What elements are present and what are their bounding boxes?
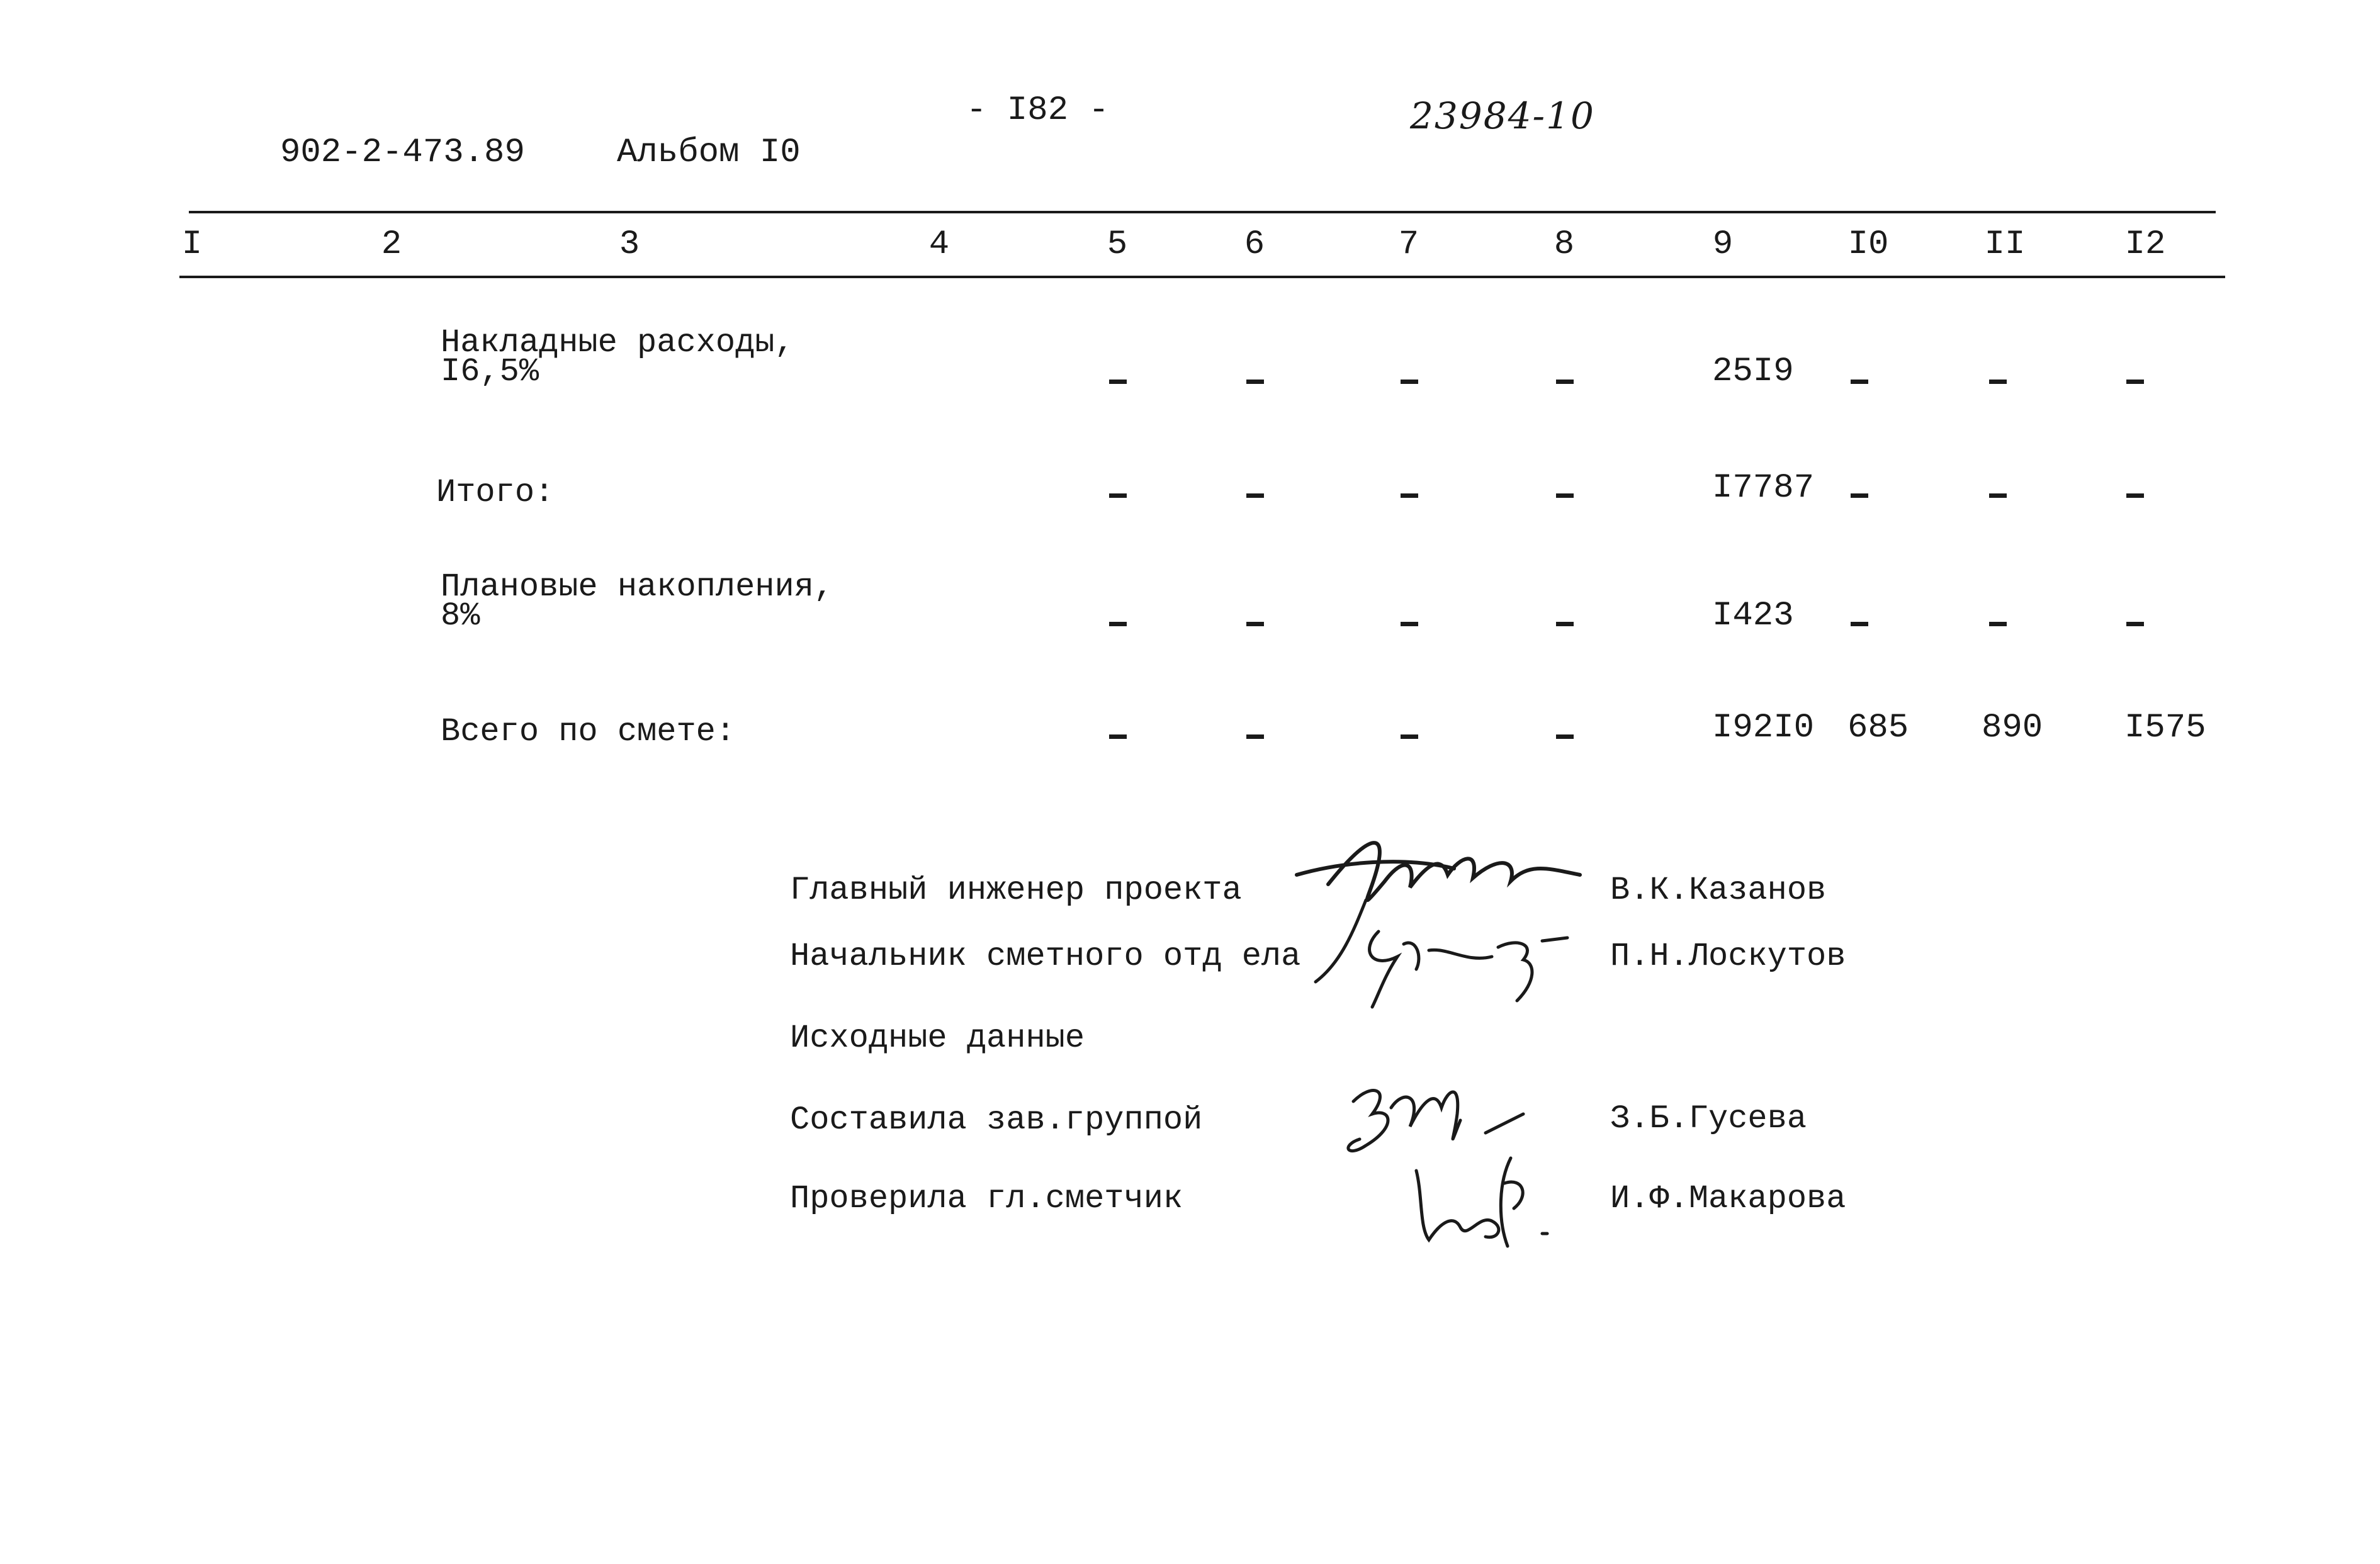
row-label-line1: Итого: [436,474,555,511]
handwritten-code: 23984-10 [1410,94,1595,137]
dash-c11 [1989,380,2007,384]
signature-name-chief-engineer: В.К.Казанов [1610,872,1827,909]
signature-role-chief-estimator: Проверила гл.сметчик [790,1180,1183,1217]
table-top-rule [189,211,2216,213]
page-number: - I82 - [966,91,1109,130]
signature-section-source-data: Исходные данные [790,1020,1085,1057]
dash-c10 [1851,622,1868,626]
column-header-9: 9 [1712,225,1734,264]
dash-c10 [1851,493,1868,498]
column-header-3: 3 [619,225,640,264]
dash-c5 [1109,622,1127,626]
column-header-8: 8 [1554,225,1575,264]
dash-c7 [1401,380,1418,384]
album-label: Альбом I0 [617,133,801,172]
dash-c12 [2126,622,2144,626]
dash-c6 [1246,380,1264,384]
column-header-6: 6 [1244,225,1265,264]
table-row-grand-total-label [441,713,736,750]
row-planned-savings-col9: I423 [1712,597,1794,635]
row-label-line2: I6,5% [441,353,539,390]
signature-role-chief-engineer: Главный инженер проекта [790,872,1242,909]
dash-c7 [1401,622,1418,626]
handwritten-signature-2-icon [1353,913,1580,1013]
column-header-4: 4 [928,225,950,264]
row-grand-total-col12: I575 [2124,709,2206,747]
dash-c8 [1556,734,1574,739]
dash-c11 [1989,493,2007,498]
signature-name-group-head: З.Б.Гусева [1610,1100,1807,1137]
column-header-11: II [1984,225,2026,264]
row-overhead-col9: 25I9 [1712,352,1794,391]
dash-c6 [1246,622,1264,626]
column-header-1: I [181,225,203,264]
row-grand-total-col10: 685 [1847,709,1909,747]
dash-c11 [1989,622,2007,626]
dash-c7 [1401,734,1418,739]
dash-c5 [1109,734,1127,739]
signature-role-estimates-head: Начальник сметного отд ела [790,938,1301,975]
row-label-line1: Накладные расходы, [441,324,794,361]
dash-c5 [1109,380,1127,384]
dash-c8 [1556,493,1574,498]
dash-c7 [1401,493,1418,498]
row-label-line1: Всего по смете: [441,713,736,750]
row-total-col9: I7787 [1712,469,1815,507]
row-grand-total-col9: I92I0 [1712,709,1815,747]
dash-c6 [1246,493,1264,498]
column-header-12: I2 [2124,225,2166,264]
row-label-line2: 8% [441,597,480,634]
dash-c10 [1851,380,1868,384]
table-row-planned-savings-label [441,568,834,634]
dash-c5 [1109,493,1127,498]
document-number: 902-2-473.89 [280,133,525,172]
signature-name-estimates-head: П.Н.Лоскутов [1610,938,1846,975]
table-header-rule [179,276,2225,278]
signature-role-group-head: Составила зав.группой [790,1101,1203,1139]
table-row-total-label [436,474,555,511]
column-header-10: I0 [1847,225,1889,264]
handwritten-signature-4-icon [1404,1145,1567,1252]
dash-c8 [1556,622,1574,626]
dash-c12 [2126,493,2144,498]
column-header-7: 7 [1398,225,1419,264]
row-grand-total-col11: 890 [1982,709,2043,747]
dash-c6 [1246,734,1264,739]
dash-c8 [1556,380,1574,384]
row-label-line1: Плановые накопления, [441,568,834,605]
table-row-overhead-label [441,324,794,390]
dash-c12 [2126,380,2144,384]
column-header-2: 2 [381,225,402,264]
signature-name-chief-estimator: И.Ф.Макарова [1610,1180,1846,1217]
column-header-5: 5 [1107,225,1128,264]
